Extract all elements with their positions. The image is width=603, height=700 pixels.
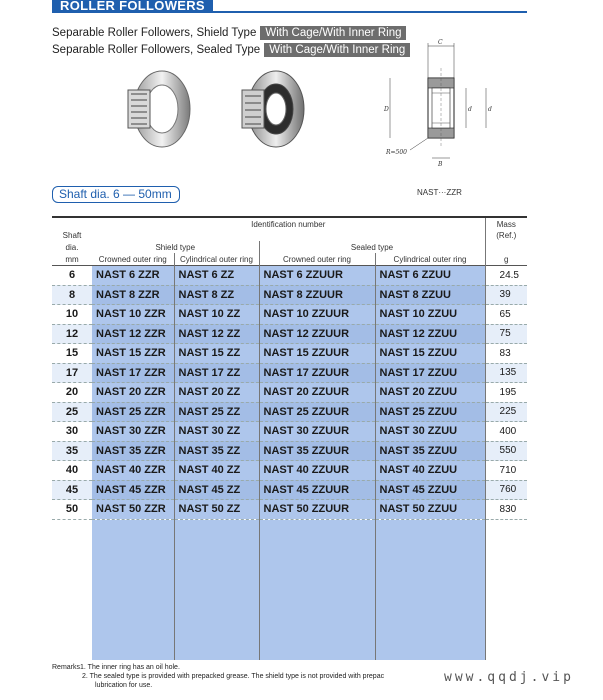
shaft-range-tag: Shaft dia. 6 — 50mm — [52, 186, 180, 203]
mass-cell: 65 — [485, 305, 527, 325]
table-row — [52, 285, 527, 305]
shield-crowned-cell: NAST 25 ZZR — [92, 402, 174, 422]
shield-crowned-cell: NAST 45 ZZR — [92, 480, 174, 500]
shield-crowned-cell: NAST 20 ZZR — [92, 383, 174, 403]
label-c: C — [438, 39, 443, 46]
shield-cylindrical-cell: NAST 50 ZZ — [174, 500, 259, 520]
mass-cell: 550 — [485, 441, 527, 461]
table-row — [52, 422, 527, 442]
table-row — [52, 324, 527, 344]
shaft-dia-cell: 40 — [52, 461, 92, 481]
sealed-crowned-cell: NAST 17 ZZUUR — [259, 363, 375, 383]
sealed-cylindrical-cell: NAST 8 ZZUU — [375, 285, 485, 305]
shield-cylindrical-cell: NAST 20 ZZ — [174, 383, 259, 403]
table-row — [52, 402, 527, 422]
table-row — [52, 305, 527, 325]
label-radius: R=500 — [386, 149, 407, 156]
shield-cylindrical-cell: NAST 17 ZZ — [174, 363, 259, 383]
sealed-cylindrical-cell: NAST 40 ZZUU — [375, 461, 485, 481]
remark-1: Remarks1. The inner ring has an oil hole. — [52, 664, 180, 671]
header-shaft-dia: dia. — [65, 242, 79, 252]
table-row — [52, 441, 527, 461]
shield-cylindrical-cell: NAST 6 ZZ — [174, 266, 259, 286]
shaft-dia-cell: 50 — [52, 500, 92, 520]
header-crowned-sealed: Crowned outer ring — [259, 253, 375, 266]
shield-cylindrical-cell: NAST 30 ZZ — [174, 422, 259, 442]
header-cylindrical-shield: Cylindrical outer ring — [174, 253, 259, 266]
header-shield-type: Shield type — [155, 242, 196, 252]
shaft-dia-cell: 25 — [52, 402, 92, 422]
remark-2-cont: lubrication for use. — [95, 682, 153, 689]
shield-crowned-cell: NAST 35 ZZR — [92, 441, 174, 461]
shaft-dia-cell: 15 — [52, 344, 92, 364]
mass-cell: 24.5 — [485, 266, 527, 286]
label-b: B — [438, 161, 443, 168]
label-inner-d2: d — [488, 106, 492, 113]
shield-cylindrical-cell: NAST 40 ZZ — [174, 461, 259, 481]
shaft-dia-cell: 30 — [52, 422, 92, 442]
section-header — [52, 0, 527, 14]
shield-crowned-cell: NAST 12 ZZR — [92, 324, 174, 344]
sealed-crowned-cell: NAST 50 ZZUUR — [259, 500, 375, 520]
subtitle-sealed-text: Separable Roller Followers, Sealed Type — [52, 44, 261, 56]
header-sealed-type: Sealed type — [259, 241, 485, 253]
shield-crowned-cell: NAST 15 ZZR — [92, 344, 174, 364]
header-shaft: Shaft — [62, 231, 82, 240]
shield-cylindrical-cell: NAST 12 ZZ — [174, 324, 259, 344]
sealed-type-bearing-image — [236, 68, 306, 150]
sealed-cylindrical-cell: NAST 20 ZZUU — [375, 383, 485, 403]
mass-cell: 710 — [485, 461, 527, 481]
mass-cell: 830 — [485, 500, 527, 520]
shield-cylindrical-cell: NAST 35 ZZ — [174, 441, 259, 461]
shield-crowned-cell: NAST 17 ZZR — [92, 363, 174, 383]
remark-2: 2. The sealed type is provided with prepacked grease. The shield type is not provided with prepac — [82, 673, 385, 680]
sealed-crowned-cell: NAST 20 ZZUUR — [259, 383, 375, 403]
shield-cylindrical-cell: NAST 8 ZZ — [174, 285, 259, 305]
shaft-dia-cell: 6 — [52, 266, 92, 286]
table-row — [52, 363, 527, 383]
shield-crowned-cell: NAST 40 ZZR — [92, 461, 174, 481]
dimension-drawing — [380, 38, 500, 168]
mass-cell: 195 — [485, 383, 527, 403]
sealed-crowned-cell: NAST 15 ZZUUR — [259, 344, 375, 364]
shaft-dia-cell: 12 — [52, 324, 92, 344]
header-shaft-unit: mm — [65, 254, 79, 264]
sealed-cylindrical-cell: NAST 35 ZZUU — [375, 441, 485, 461]
shield-cylindrical-cell: NAST 15 ZZ — [174, 344, 259, 364]
sealed-cylindrical-cell: NAST 50 ZZUU — [375, 500, 485, 520]
sealed-crowned-cell: NAST 12 ZZUUR — [259, 324, 375, 344]
label-inner-d: d — [468, 106, 472, 113]
subtitle-shield-tag: With Cage/With Inner Ring — [260, 26, 406, 40]
shaft-dia-cell: 45 — [52, 480, 92, 500]
sealed-crowned-cell: NAST 25 ZZUUR — [259, 402, 375, 422]
header-mass-unit: g — [485, 253, 527, 266]
table-row — [52, 344, 527, 364]
shield-crowned-cell: NAST 10 ZZR — [92, 305, 174, 325]
sealed-crowned-cell: NAST 30 ZZUUR — [259, 422, 375, 442]
shaft-dia-cell: 20 — [52, 383, 92, 403]
header-identification: Identification number — [251, 219, 326, 229]
table-row — [52, 461, 527, 481]
shield-crowned-cell: NAST 6 ZZR — [92, 266, 174, 286]
sealed-cylindrical-cell: NAST 15 ZZUU — [375, 344, 485, 364]
sealed-crowned-cell: NAST 40 ZZUUR — [259, 461, 375, 481]
header-cylindrical-sealed: Cylindrical outer ring — [375, 253, 485, 266]
mass-cell: 225 — [485, 402, 527, 422]
mass-cell: 83 — [485, 344, 527, 364]
mass-cell: 75 — [485, 324, 527, 344]
subtitle-shield — [52, 26, 406, 40]
table-fill — [52, 520, 527, 660]
sealed-cylindrical-cell: NAST 25 ZZUU — [375, 402, 485, 422]
mass-cell: 400 — [485, 422, 527, 442]
sealed-crowned-cell: NAST 8 ZZUUR — [259, 285, 375, 305]
shield-crowned-cell: NAST 8 ZZR — [92, 285, 174, 305]
shaft-dia-cell: 35 — [52, 441, 92, 461]
shaft-dia-cell: 17 — [52, 363, 92, 383]
shaft-dia-cell: 8 — [52, 285, 92, 305]
section-title: ROLLER FOLLOWERS — [52, 0, 213, 13]
watermark: www.qqdj.vip — [444, 670, 574, 685]
dimension-table — [52, 216, 527, 520]
mass-cell: 760 — [485, 480, 527, 500]
sealed-cylindrical-cell: NAST 30 ZZUU — [375, 422, 485, 442]
sealed-cylindrical-cell: NAST 12 ZZUU — [375, 324, 485, 344]
sealed-crowned-cell: NAST 45 ZZUUR — [259, 480, 375, 500]
shaft-dia-cell: 10 — [52, 305, 92, 325]
table-row — [52, 383, 527, 403]
sealed-crowned-cell: NAST 10 ZZUUR — [259, 305, 375, 325]
shield-cylindrical-cell: NAST 45 ZZ — [174, 480, 259, 500]
mass-cell: 135 — [485, 363, 527, 383]
label-outer-d: D — [384, 106, 389, 113]
shield-crowned-cell: NAST 50 ZZR — [92, 500, 174, 520]
header-mass-ref: (Ref.) — [485, 230, 527, 241]
subtitle-sealed — [52, 43, 410, 57]
subtitle-sealed-tag: With Cage/With Inner Ring — [264, 43, 410, 57]
table-row — [52, 266, 527, 286]
sealed-cylindrical-cell: NAST 6 ZZUU — [375, 266, 485, 286]
table-row — [52, 500, 527, 520]
sealed-cylindrical-cell: NAST 45 ZZUU — [375, 480, 485, 500]
mass-cell: 39 — [485, 285, 527, 305]
shield-cylindrical-cell: NAST 25 ZZ — [174, 402, 259, 422]
header-crowned-shield: Crowned outer ring — [98, 254, 167, 264]
sealed-cylindrical-cell: NAST 17 ZZUU — [375, 363, 485, 383]
header-mass: Mass — [485, 217, 527, 230]
remarks-label: Remarks — [52, 664, 81, 671]
shield-type-bearing-image — [122, 68, 192, 150]
remarks — [52, 663, 384, 690]
subtitle-shield-text: Separable Roller Followers, Shield Type — [52, 27, 257, 39]
shield-crowned-cell: NAST 30 ZZR — [92, 422, 174, 442]
sealed-cylindrical-cell: NAST 10 ZZUU — [375, 305, 485, 325]
table-row — [52, 480, 527, 500]
shield-cylindrical-cell: NAST 10 ZZ — [174, 305, 259, 325]
sealed-crowned-cell: NAST 6 ZZUUR — [259, 266, 375, 286]
sealed-crowned-cell: NAST 35 ZZUUR — [259, 441, 375, 461]
drawing-caption: NAST···ZZR — [417, 188, 462, 197]
